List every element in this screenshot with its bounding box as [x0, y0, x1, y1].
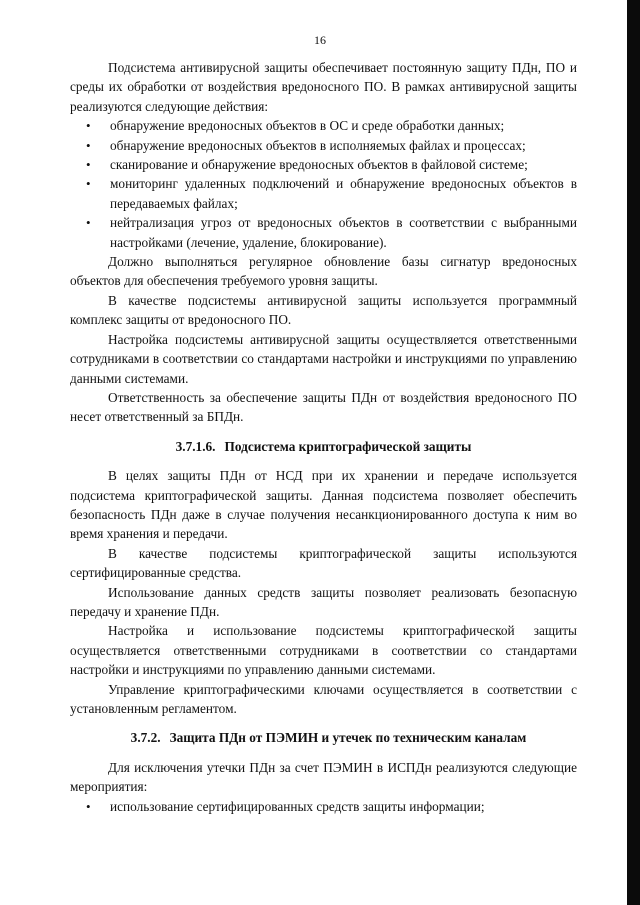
- list-item: • обнаружение вредоносных объектов в ОС и среде обработки данных;: [70, 116, 577, 135]
- paragraph-crypto-certified: В качестве подсистемы криптографической защиты используются сертифицированные средства.: [70, 545, 577, 581]
- section-title: Защита ПДн от ПЭМИН и утечек по техническим каналам: [169, 730, 527, 746]
- paragraph-antivirus-software: В качестве подсистемы антивирусной защиты используется программный комплекс защиты от вредоносного ПО.: [70, 292, 577, 328]
- section-heading-crypto: [70, 437, 577, 456]
- list-item: • сканирование и обнаружение вредоносных объектов в файловой системе;: [70, 155, 577, 174]
- paragraph-crypto-intro: В целях защиты ПДн от НСД при их хранении и передаче используется подсистема криптографической защиты. Данная подсистема позволяет обеспечить безопасность ПДн даже в случае получения несанкционированного доступа к ним во время хранения и передачи.: [70, 468, 577, 542]
- section-title: Подсистема криптографической защиты: [224, 438, 472, 454]
- page-number: 16: [314, 33, 326, 47]
- paragraph-antivirus-responsibility: Ответственность за обеспечение защиты ПДн от воздействия вредоносного ПО несет ответственный за БПДн.: [70, 389, 577, 425]
- document-body: [70, 58, 577, 816]
- scan-border: [627, 0, 640, 905]
- pemin-measures-list: [70, 797, 577, 816]
- paragraph-antivirus-config: Настройка подсистемы антивирусной защиты осуществляется ответственными сотрудниками в соответствии со стандартами настройки и инструкциями по управлению данными системами.: [70, 331, 577, 386]
- paragraph-crypto-usage: Использование данных средств защиты позволяет реализовать безопасную передачу и хранение ПДн.: [70, 584, 577, 619]
- paragraph-signature-update: Должно выполняться регулярное обновление базы сигнатур вредоносных объектов для обеспечения требуемого уровня защиты.: [70, 254, 577, 289]
- list-item: • обнаружение вредоносных объектов в исполняемых файлах и процессах;: [70, 136, 577, 155]
- list-item: • мониторинг удаленных подключений и обнаружение вредоносных объектов в передаваемых файлах;: [70, 174, 577, 213]
- paragraph-pemin-intro: Для исключения утечки ПДн за счет ПЭМИН в ИСПДн реализуются следующие мероприятия:: [70, 759, 577, 795]
- antivirus-actions-list: [70, 116, 577, 252]
- section-number: 3.7.1.6.: [175, 438, 216, 454]
- paragraph-antivirus-intro: Подсистема антивирусной защиты обеспечивает постоянную защиту ПДн, ПО и среды их обработки от воздействия вредоносного ПО. В рамках антивирусной защиты реализуются следующие действия:: [70, 60, 577, 114]
- section-number: 3.7.2.: [130, 730, 161, 746]
- paragraph-crypto-config: Настройка и использование подсистемы криптографической защиты осуществляется ответственными сотрудниками в соответствии со стандартами настройки и инструкциями по управлению данными системами.: [70, 623, 577, 678]
- section-heading-pemin: [70, 728, 577, 747]
- list-item: • нейтрализация угроз от вредоносных объектов в соответствии с выбранными настройками (лечение, удаление, блокирование).: [70, 213, 577, 252]
- list-item: • использование сертифицированных средств защиты информации;: [70, 797, 577, 816]
- paragraph-crypto-keys: Управление криптографическими ключами осуществляется в соответствии с установленным регламентом.: [70, 681, 577, 716]
